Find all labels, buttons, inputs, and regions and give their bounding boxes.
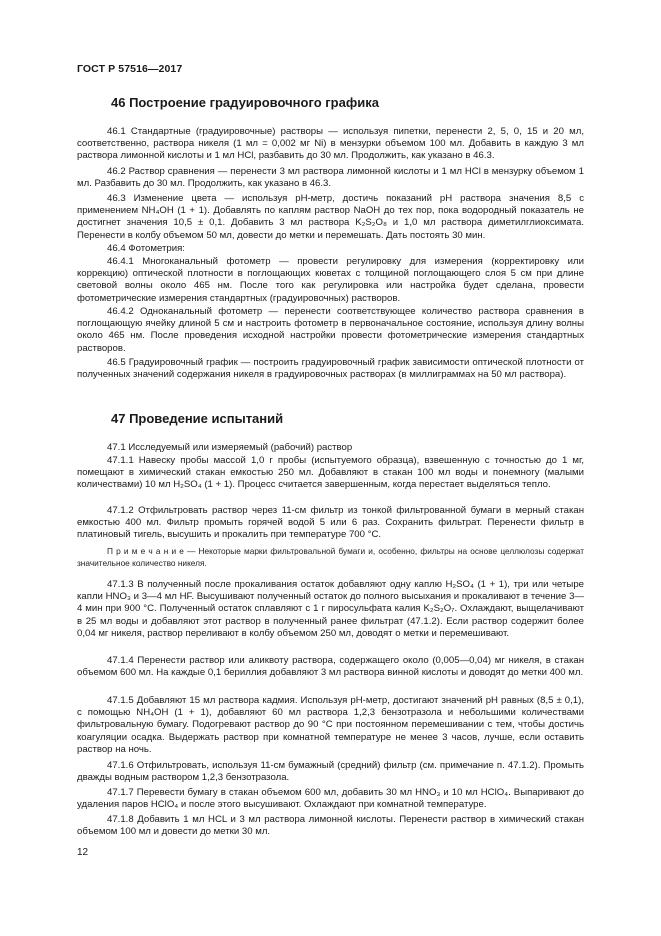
standard-number: ГОСТ Р 57516—2017 — [77, 63, 183, 75]
paragraph-47-1-1: 47.1.1 Навеску пробы массой 1,0 г пробы (испытуемого образца), взвешенную с точностью до 1 мг, помещают в химический стакан емкостью 250 мл. Добавляют в стакан 100 мл воды и понемногу (малыми количествами) 10 мл H₂SO₄ (1 + 1). Процесс считается завершенным, когда перестает выделяться тепло. — [77, 455, 584, 491]
paragraph-46-1: 46.1 Стандартные (градуировочные) растворы — используя пипетки, перенести 2, 5, 0, 15 и 20 мл, соответственно, раствора никеля (1 мл = 0,002 мг Ni) в мензурки объемом 100 мл. Добавить в каждую 3 мл раствора лимонной кислоты и 1 мл HCl, разбавить до 30 мл. Продолжить, как указано в 46.3. — [77, 126, 584, 162]
paragraph-46-5: 46.5 Градуировочный график — построить градуировочный график зависимости оптической плотности от полученных значений содержания никеля в градуировочных растворах (в миллиграммах на 50 мл раствора). — [77, 357, 584, 381]
paragraph-46-3: 46.3 Изменение цвета — используя pH-метр, достичь показаний pH раствора значения 8,5 с применением NH₄OH (1 + 1). Добавлять по каплям раствор NaOH до тех пор, пока водородный показатель не достигнет значения 10,5 ± 0,1. Добавить 3 мл раствора K₂S₂O₈ и 1,0 мл раствора диметилглиоксимата. Перенести в колбу объемом 50 мл, довести до метки и перемешать. Дать постоять 30 мин. — [77, 193, 584, 241]
paragraph-46-4-1: 46.4.1 Многоканальный фотометр — провести регулировку для измерения (корректировку или коррекцию) оптической плотности в поглощающих кюветах с толщиной поглощающего слоя 5 см при длине световой волны около 465 нм. После того как регулировка или настройка будет сделана, провести фотометрические измерения стандартных (градуировочных) растворов. — [77, 256, 584, 304]
paragraph-47-1-3: 47.1.3 В полученный после прокаливания остаток добавляют одну каплю H₂SO₄ (1 + 1), три или четыре капли HNO₃ и 3—4 мл HF. Высушивают полученный остаток до полного высыхания и прокаливают в течение 3—4 мин при 900 °С. Полученный остаток сплавляют с 1 г пиросульфата калия K₂S₂O₇. Охлаждают, выщелачивают в 25 мл воды и добавляют этот раствор в полученный ранее фильтрат (47.1.2). Если раствор содержит более 0,04 мг никеля, раствор переливают в колбу объемом 250 мл, доводят о метки и перемешивают. — [77, 579, 584, 639]
note-filter-paper: П р и м е ч а н и е — Некоторые марки фильтровальной бумаги и, особенно, фильтры на основе целлюлозы содержат значительное количество никеля. — [77, 546, 584, 568]
section-47-title: 47 Проведение испытаний — [111, 411, 284, 426]
paragraph-47-1-4: 47.1.4 Перенести раствор или аликвоту раствора, содержащего около (0,005—0,04) мг никеля, в стакан объемом 600 мл. На каждые 0,1 бериллия добавляют 3 мл раствора винной кислоты и доводят до метки 400 мл. — [77, 655, 584, 679]
paragraph-47-1-7: 47.1.7 Перевести бумагу в стакан объемом 600 мл, добавить 30 мл HNO₃ и 10 мл HClO₄. Выпаривают до удаления паров HClO₄ и после этого высушивают. Охлаждают при комнатной температуре. — [77, 787, 584, 811]
section-46-title: 46 Построение градуировочного графика — [111, 95, 379, 110]
page-number: 12 — [77, 847, 89, 858]
paragraph-46-4: 46.4 Фотометрия: — [107, 243, 185, 254]
paragraph-47-1: 47.1 Исследуемый или измеряемый (рабочий) раствор — [107, 442, 353, 453]
paragraph-47-1-2: 47.1.2 Отфильтровать раствор через 11-см фильтр из тонкой фильтрованной бумаги в мерный стакан емкостью 400 мл. Фильтр промыть горячей водой 5 или 6 раз. Сохранить фильтрат. Перенести фильтр в платиновый тигель, высушить и прокалить при температуре 700 °С. — [77, 505, 584, 541]
paragraph-47-1-5: 47.1.5 Добавляют 15 мл раствора кадмия. Используя pH-метр, достигают значений pH равных (8,5 ± 0,1), с помощью NH₄OH (1 + 1), добавляют 60 мл раствора 1,2,3 бензотразола и небольшими количествами фильтровальную бумагу. Подогревают раствор до 90 °С при постоянном перемешивании с тем, чтобы достичь коагуляции осадка. Выдержать раствор при комнатной температуре не менее 3 часов, лучше, если оставить раствор на ночь. — [77, 695, 584, 755]
paragraph-47-1-6: 47.1.6 Отфильтровать, используя 11-см бумажный (средний) фильтр (см. примечание п. 47.1.2). Промыть дважды водным раствором 1,2,3 бензотразола. — [77, 760, 584, 784]
paragraph-46-4-2: 46.4.2 Одноканальный фотометр — перенести соответствующее количество раствора сравнения в поглощающую ячейку длиной 5 см и настроить фотометр в первоначальное состояние, используя длину волны около 465 нм. После проведения исходной настройки провести фотометрические измерения стандартных растворов. — [77, 306, 584, 354]
paragraph-46-2: 46.2 Раствор сравнения — перенести 3 мл раствора лимонной кислоты и 1 мл HCl в мензурку объемом 1 мл. Разбавить до 30 мл. Продолжить, как указано в 46.3. — [77, 166, 584, 190]
paragraph-47-1-8: 47.1.8 Добавить 1 мл HCL и 3 мл раствора лимонной кислоты. Перенести раствор в химический стакан объемом 100 мл и довести до метки 30 мл. — [77, 814, 584, 838]
